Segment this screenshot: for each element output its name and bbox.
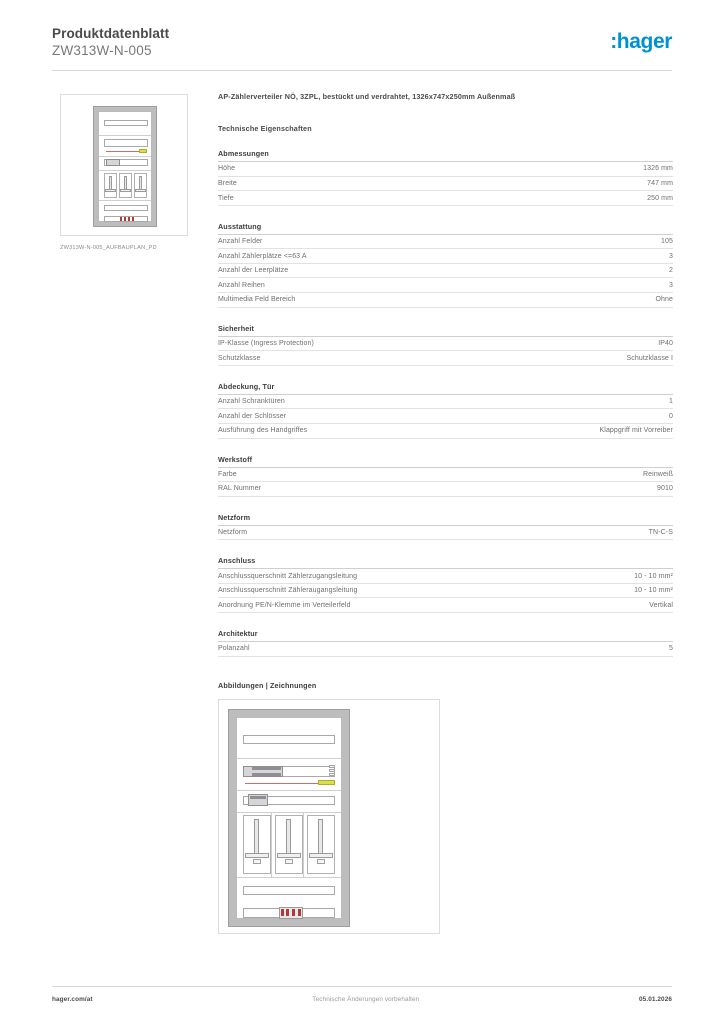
divider-large-2 [237, 790, 341, 791]
terminal-small-2 [124, 217, 126, 221]
spec-row [218, 526, 673, 541]
meter-cross-large-3 [309, 853, 333, 858]
spec-value: 105 [661, 238, 673, 246]
spec-key: Breite [218, 179, 237, 187]
rail-large-top [243, 735, 335, 744]
main-content [218, 92, 673, 934]
terminal-block-large-right-1 [329, 765, 335, 768]
spec-key: Multimedia Feld Bereich [218, 296, 296, 304]
spec-group-title: Netzform [218, 513, 673, 526]
spec-value: 250 mm [647, 194, 673, 202]
spec-value: Schutzklasse I [626, 354, 673, 362]
spec-key: Anzahl Reihen [218, 281, 265, 289]
terminal-small-1 [120, 217, 122, 221]
spec-group [218, 149, 673, 206]
meter-cross-small-1 [105, 189, 116, 192]
spec-group-title: Abdeckung, Tür [218, 382, 673, 395]
breaker-block-small-2 [106, 159, 120, 166]
label-tag-large [318, 780, 335, 785]
divider-small-1 [99, 135, 151, 136]
spec-value: TN-C-S [648, 529, 673, 537]
spec-row [218, 482, 673, 497]
meter-stem-large-3 [318, 819, 323, 856]
divider-large-1 [237, 758, 341, 759]
spec-row [218, 278, 673, 293]
cabinet-body-small [98, 111, 152, 222]
spec-row [218, 409, 673, 424]
figure-frame [218, 699, 440, 934]
rail-small-2 [104, 139, 148, 147]
divider-small-2 [99, 156, 151, 157]
rail-small-5 [104, 216, 148, 222]
meter-cross-small-2 [120, 189, 131, 192]
spec-key: Farbe [218, 470, 237, 478]
rail-small-4 [104, 205, 148, 211]
meter-foot-large-2 [285, 859, 293, 864]
breaker-teeth-large-3 [250, 796, 266, 799]
spec-value: 1 [669, 398, 673, 406]
spec-value: Vertikal [649, 601, 673, 609]
spec-group [218, 556, 673, 613]
spec-value: Klappgriff mit Vorreiber [599, 427, 673, 435]
terminal-large-4 [298, 909, 301, 916]
spec-row [218, 424, 673, 439]
spec-value: 2 [669, 267, 673, 275]
spec-group [218, 324, 673, 366]
spec-key: IP-Klasse (Ingress Protection) [218, 340, 314, 348]
meter-stem-large-1 [254, 819, 259, 856]
product-description: AP-Zählerverteiler NÖ, 3ZPL, bestückt und verdrahtet, 1326x747x250mm Außenmaß [218, 92, 516, 101]
spec-row [218, 569, 673, 584]
footer-divider [52, 986, 672, 987]
page-footer [52, 996, 672, 1003]
spec-row [218, 162, 673, 177]
spec-value: 747 mm [647, 179, 673, 187]
terminal-large-2 [286, 909, 289, 916]
spec-group [218, 513, 673, 541]
spec-row [218, 249, 673, 264]
spec-group [218, 629, 673, 657]
meter-cross-large-2 [277, 853, 301, 858]
product-code: ZW313W-N-005 [52, 43, 152, 58]
page-header [52, 26, 672, 66]
spec-group-title: Abmessungen [218, 149, 673, 162]
spec-row [218, 235, 673, 250]
terminal-large-3 [292, 909, 295, 916]
spec-row [218, 351, 673, 366]
spec-value: Ohne [655, 296, 673, 304]
spec-group [218, 455, 673, 497]
spec-value: 3 [669, 252, 673, 260]
rail-large-4 [243, 886, 335, 895]
spec-value: 5 [669, 645, 673, 653]
spec-key: Anordnung PE/N-Klemme im Verteilerfeld [218, 601, 351, 609]
spec-row [218, 264, 673, 279]
hager-logo: :hager [610, 30, 672, 53]
meter-bay-divider-1 [271, 812, 272, 877]
cabinet-outline-large [228, 709, 350, 927]
spec-row [218, 191, 673, 206]
spec-key: Höhe [218, 165, 236, 173]
spec-key: Anzahl der Schlösser [218, 412, 287, 420]
label-tag-small [139, 149, 147, 153]
spec-group [218, 222, 673, 308]
spec-row [218, 395, 673, 410]
spec-group-title: Anschluss [218, 556, 673, 569]
spec-group-title: Ausstattung [218, 222, 673, 235]
meter-foot-large-1 [253, 859, 261, 864]
spec-row [218, 293, 673, 308]
terminal-small-4 [132, 217, 134, 221]
spec-key: Polanzahl [218, 645, 250, 653]
wire-red-small [106, 151, 140, 152]
spec-value: 10 - 10 mm² [634, 572, 673, 580]
spec-key: RAL Nummer [218, 485, 262, 493]
spec-value: 3 [669, 281, 673, 289]
thumbnail-caption: ZW313W-N-005_AUFBAUPLAN_PD [60, 245, 157, 251]
cabinet-body-large [236, 717, 342, 919]
spec-row [218, 177, 673, 192]
terminal-block-large-right-3 [329, 773, 335, 776]
divider-large-4 [237, 877, 341, 878]
footer-website[interactable]: hager.com/at [52, 996, 93, 1003]
thumbnail-frame [60, 94, 188, 236]
spec-value: 1326 mm [643, 165, 673, 173]
spec-row [218, 337, 673, 352]
breaker-teeth-large-1 [252, 767, 281, 771]
spec-key: Anzahl Zählerplätze <=63 A [218, 252, 307, 260]
page-title: Produktdatenblatt [52, 26, 170, 41]
meter-cross-small-3 [135, 189, 146, 192]
product-thumbnail [60, 94, 190, 251]
spec-value: Reinweiß [643, 470, 673, 478]
spec-row [218, 598, 673, 613]
terminal-large-1 [281, 909, 284, 916]
spec-key: Anzahl Schranktüren [218, 398, 285, 406]
spec-key: Schutzklasse [218, 354, 261, 362]
divider-small-3 [99, 170, 151, 171]
divider-large-3 [237, 812, 341, 813]
figures-heading: Abbildungen | Zeichnungen [218, 680, 317, 690]
spec-key: Anschlussquerschnitt Zähleraugangsleitung [218, 587, 358, 595]
cabinet-outline-small [93, 106, 157, 227]
meter-stem-large-2 [286, 819, 291, 856]
divider-small-4 [99, 200, 151, 201]
spec-value: IP40 [658, 340, 673, 348]
spec-group-title: Werkstoff [218, 455, 673, 468]
terminal-small-3 [128, 217, 130, 221]
breaker-teeth-large-2 [252, 773, 281, 776]
spec-row [218, 584, 673, 599]
header-divider [52, 70, 672, 71]
spec-group [218, 382, 673, 439]
spec-group-title: Architektur [218, 629, 673, 642]
footer-date: 05.01.2026 [639, 996, 672, 1003]
spec-group-title: Sicherheit [218, 324, 673, 337]
spec-groups [218, 149, 673, 657]
footer-disclaimer: Technische Änderungen vorbehalten [312, 996, 420, 1003]
spec-value: 0 [669, 412, 673, 420]
spec-row [218, 468, 673, 483]
meter-foot-large-3 [317, 859, 325, 864]
wire-red-large [245, 783, 319, 784]
technical-properties-heading: Technische Eigenschaften [218, 124, 312, 133]
spec-key: Ausführung des Handgriffes [218, 427, 308, 435]
spec-key: Anschlussquerschnitt Zählerzugangsleitung [218, 572, 358, 580]
terminal-block-large-right-2 [329, 769, 335, 772]
spec-value: 10 - 10 mm² [634, 587, 673, 595]
spec-key: Tiefe [218, 194, 234, 202]
spec-row [218, 642, 673, 657]
meter-cross-large-1 [245, 853, 269, 858]
rail-small-top [104, 120, 148, 126]
spec-value: 9010 [657, 485, 673, 493]
spec-key: Anzahl Felder [218, 238, 263, 246]
meter-bay-divider-2 [303, 812, 304, 877]
spec-key: Anzahl der Leerplätze [218, 267, 289, 275]
spec-key: Netzform [218, 529, 248, 537]
